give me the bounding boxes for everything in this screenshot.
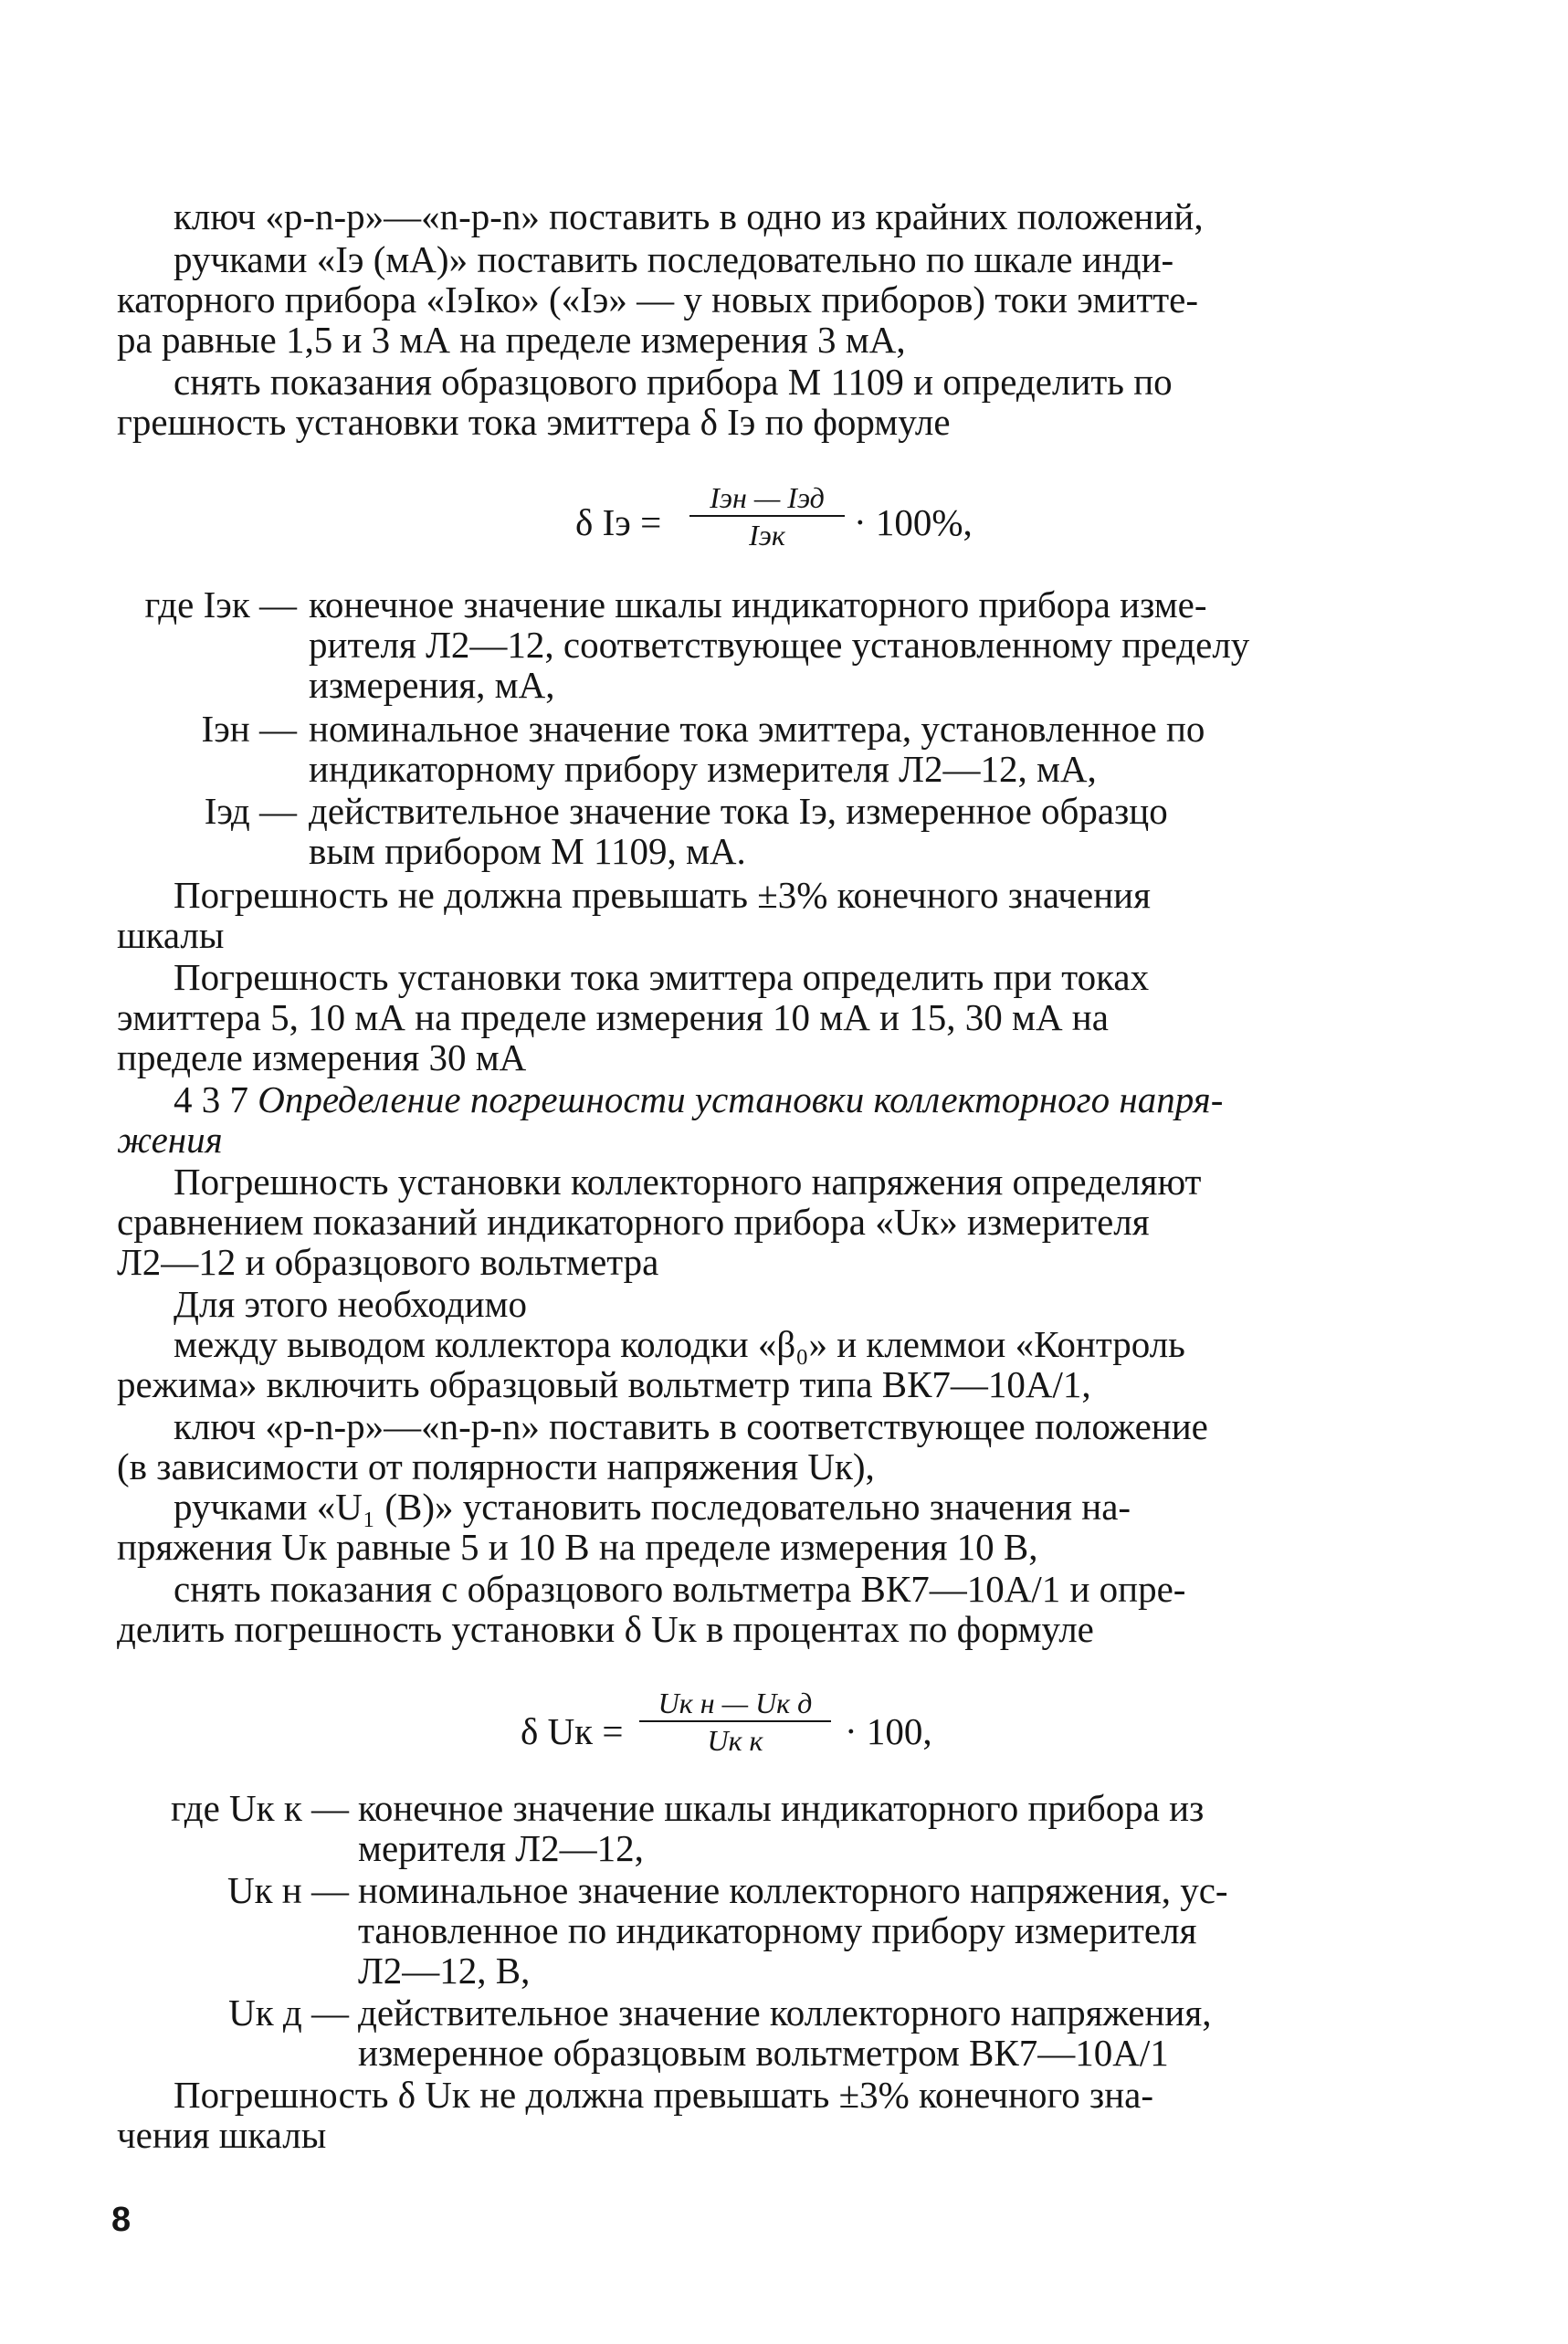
- text-line: Погрешность установки тока эмиттера определить при токах: [174, 956, 1150, 998]
- text-line: грешность установки тока эмиттера δ Iэ по формуле: [117, 401, 951, 443]
- text-line: пределе измерения 30 мА: [117, 1036, 527, 1078]
- text-line: Л2—12 и образцового вольтметра: [117, 1241, 659, 1283]
- text-line: каторного прибора «IэIко» («Iэ» — у новых приборов) токи эмитте-: [117, 279, 1199, 321]
- text-line: ключ «p-n-p»—«n-p-n» поставить в одно из крайних положений,: [174, 195, 1204, 237]
- formula-lhs: δ Iэ =: [575, 501, 662, 543]
- formula-lhs: δ Uк =: [521, 1710, 624, 1752]
- definition-term: Uк д —: [228, 1992, 349, 2034]
- definition-line: измеренное образцовым вольтметром ВК7—10А/1: [358, 2032, 1169, 2074]
- definition-line: конечное значение шкалы индикаторного прибора из: [358, 1787, 1205, 1829]
- definition-line: конечное значение шкалы индикаторного прибора изме-: [309, 583, 1207, 625]
- text-line: снять показания образцового прибора М 1109 и определить по: [174, 361, 1173, 403]
- formula-denominator: Iэк: [749, 519, 785, 552]
- text-line: Для этого необходимо: [174, 1283, 527, 1325]
- section-number: 4 3 7: [174, 1078, 248, 1120]
- text-line: ключ «p-n-p»—«n-p-n» поставить в соответствующее положение: [174, 1405, 1208, 1447]
- section-title-continued: жения: [117, 1119, 223, 1161]
- definition-term: где Uк к —: [170, 1787, 349, 1829]
- text-line: между выводом коллектора колодки «β₀» и клеммои «Контроль: [174, 1323, 1185, 1365]
- formula-numerator: Uк н — Uк д: [639, 1686, 831, 1722]
- text-line: ручками «U₁ (В)» установить последовательно значения на-: [174, 1486, 1131, 1528]
- section-heading: [174, 1079, 1452, 1119]
- definition-line: номинальное значение тока эмиттера, установленное по: [309, 708, 1205, 750]
- text-line: (в зависимости от полярности напряжения Uк),: [117, 1445, 875, 1487]
- text-line: эмиттера 5, 10 мА на пределе измерения 10 мА и 15, 30 мА на: [117, 996, 1109, 1038]
- definition-line: измерения, мА,: [309, 664, 555, 706]
- text-line: сравнением показаний индикаторного прибора «Uк» измерителя: [117, 1201, 1150, 1243]
- definition-line: мерителя Л2—12,: [358, 1827, 644, 1869]
- text-line: Погрешность установки коллекторного напряжения определяют: [174, 1161, 1202, 1203]
- page-number: 8: [111, 2201, 132, 2239]
- definition-line: тановленное по индикаторному прибору измерителя: [358, 1909, 1197, 1951]
- definition-term: Iэд —: [204, 790, 297, 832]
- text-line: Погрешность δ Uк не должна превышать ±3% конечного зна-: [174, 2074, 1154, 2116]
- text-line: делить погрешность установки δ Uк в процентах по формуле: [117, 1608, 1094, 1650]
- section-title: Определение погрешности установки коллекторного напря-: [258, 1078, 1224, 1120]
- definition-line: Л2—12, В,: [358, 1950, 531, 1992]
- text-line: чения шкалы: [117, 2114, 327, 2156]
- text-line: ручками «Iэ (мА)» поставить последовательно по шкале инди-: [174, 238, 1174, 280]
- text-line: ра равные 1,5 и 3 мА на пределе измерения 3 мА,: [117, 319, 906, 361]
- definition-term: Uк н —: [227, 1869, 349, 1911]
- definition-line: индикаторному прибору измерителя Л2—12, мА,: [309, 748, 1097, 790]
- formula-numerator: Iэн — Iэд: [689, 480, 845, 517]
- definition-line: рителя Л2—12, соответствующее установленному пределу: [309, 624, 1250, 666]
- formula-rhs: · 100,: [845, 1710, 932, 1752]
- definition-line: действительное значение коллекторного напряжения,: [358, 1992, 1212, 2034]
- formula-fraction: [689, 480, 845, 553]
- formula-denominator: Uк к: [707, 1724, 763, 1757]
- text-line: снять показания с образцового вольтметра ВК7—10А/1 и опре-: [174, 1568, 1186, 1610]
- text-line: режима» включить образцовый вольтметр типа ВК7—10А/1,: [117, 1363, 1091, 1405]
- formula-rhs: · 100%,: [854, 501, 973, 543]
- formula-fraction: [639, 1686, 831, 1759]
- definition-line: номинальное значение коллекторного напряжения, ус-: [358, 1869, 1228, 1911]
- text-line: шкалы: [117, 914, 225, 956]
- text-line: Погрешность не должна превышать ±3% конечного значения: [174, 874, 1151, 916]
- definition-line: действительное значение тока Iэ, измеренное образцо: [309, 790, 1168, 832]
- definition-term: Iэн —: [201, 708, 297, 750]
- definition-term: где Iэк —: [144, 583, 297, 625]
- text-line: пряжения Uк равные 5 и 10 В на пределе измерения 10 В,: [117, 1526, 1038, 1568]
- definition-line: вым прибором М 1109, мА.: [309, 830, 746, 872]
